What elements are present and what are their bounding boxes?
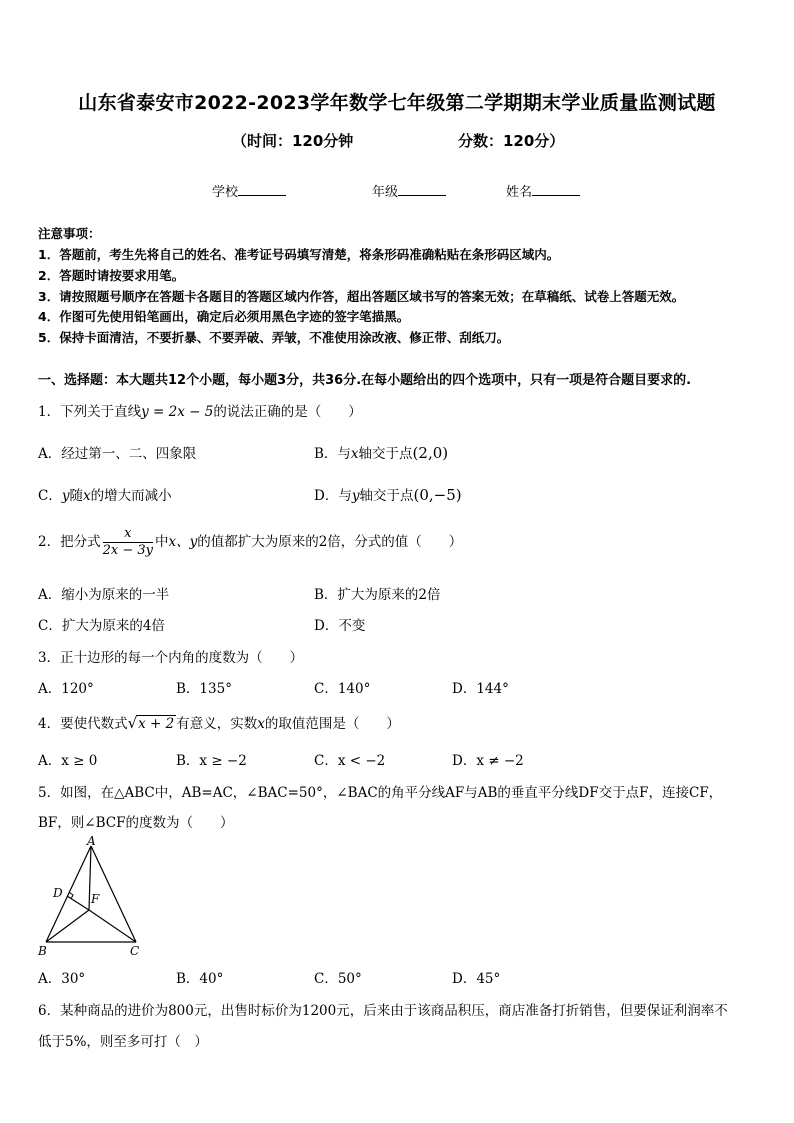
q2-option-d[interactable]: D．不变 [314,618,366,634]
grade-label: 年级 [372,185,399,200]
name-label: 姓名 [506,185,533,200]
q3-option-d[interactable]: D．144° [452,681,509,697]
q5-option-c[interactable]: C．50° [314,971,362,987]
fraction: $\frac{x}{2x - 3y}$ [102,526,153,558]
q3-option-a[interactable]: A．120° [38,681,94,697]
section-heading: 一、选择题：本大题共12个小题，每小题3分，共36分.在每小题给出的四个选项中，只有一项是符合题目要求的. [38,373,692,388]
name-field[interactable] [506,181,580,200]
vertex-c-label: C [130,944,140,958]
q2-option-a[interactable]: A．缩小为原来的一半 [38,587,170,603]
q4-option-a[interactable]: A．x ≥ 0 [38,753,98,769]
notice-heading: 注意事项： [38,226,101,241]
school-field[interactable] [212,181,286,200]
q2-option-c[interactable]: C．扩大为原来的4倍 [38,618,165,634]
point-f-label: F [91,892,100,906]
question-6-line1: 6．某种商品的进价为800元，出售时标价为1200元，后来由于该商品积压，商店准备打折销售，但要保证利润率不 [38,1003,728,1019]
notice-item: 1．答题前，考生先将自己的姓名、准考证号码填写清楚，将条形码准确粘贴在条形码区域内。 [38,247,560,262]
q1-option-a[interactable]: A．经过第一、二、四象限 [38,446,197,462]
q3-option-c[interactable]: C．140° [314,681,371,697]
notice-item: 4．作图可先使用铅笔画出，确定后必须用黑色字迹的签字笔描黑。 [38,309,410,324]
q4-option-d[interactable]: D．x ≠ −2 [452,753,524,769]
vertex-b-label: B [38,944,47,958]
q5-option-d[interactable]: D．45° [452,971,501,987]
q2-option-b[interactable]: B．扩大为原来的2倍 [314,587,441,603]
vertex-a-label: A [87,834,96,848]
question-4-stem: 4．要使代数式√x + 2 有意义，实数x的取值范围是（ ） [38,714,400,732]
q4-option-c[interactable]: C．x < −2 [314,753,386,769]
q1-option-c[interactable]: C．y随x的增大而减小 [38,488,172,504]
notice-item: 5．保持卡面清洁，不要折暴、不要弄破、弄皱，不准使用涂改液、修正带、刮纸刀。 [38,330,510,345]
notice-item: 2．答题时请按要求用笔。 [38,268,185,283]
q1-option-b[interactable]: B．与x轴交于点(2,0) [314,444,449,462]
question-3-stem: 3．正十边形的每一个内角的度数为（ ） [38,650,304,666]
point-d-label: D [53,886,63,900]
notice-item: 3．请按照题号顺序在答题卡各题目的答题区域内作答，超出答题区域书写的答案无效；在草稿纸、试卷上答题无效。 [38,289,685,304]
school-label: 学校 [212,185,239,200]
q1-option-d[interactable]: D．与y轴交于点(0,−5) [314,486,462,504]
grade-field[interactable] [372,181,446,200]
exam-title: 山东省泰安市2022-2023学年数学七年级第二学期期末学业质量监测试题 [78,92,716,114]
q4-option-b[interactable]: B．x ≥ −2 [176,753,247,769]
q5-option-a[interactable]: A．30° [38,971,86,987]
radicand: x + 2 [138,716,175,732]
q5-option-b[interactable]: B．40° [176,971,224,987]
question-5-line2: BF，则∠BCF的度数为（ ） [38,815,234,831]
exam-score: 分数：120分） [458,132,565,150]
question-2-stem: 2．把分式 $\frac{x}{2x - 3y}$ 中x、y的值都扩大为原来的2倍，分式的值（ ） [38,526,463,558]
question-6-line2: 低于5%，则至多可打（ ） [38,1034,208,1050]
question-5-line1: 5．如图，在△ABC中，AB=AC，∠BAC=50°，∠BAC的角平分线AF与AB的垂直平分线DF交于点F，连接CF， [38,785,723,801]
question-1-stem: 1．下列关于直线y = 2x − 5的说法正确的是（ ） [38,404,362,420]
triangle-figure [36,834,146,959]
exam-time: （时间：120分钟 [232,132,354,150]
q3-option-b[interactable]: B．135° [176,681,232,697]
